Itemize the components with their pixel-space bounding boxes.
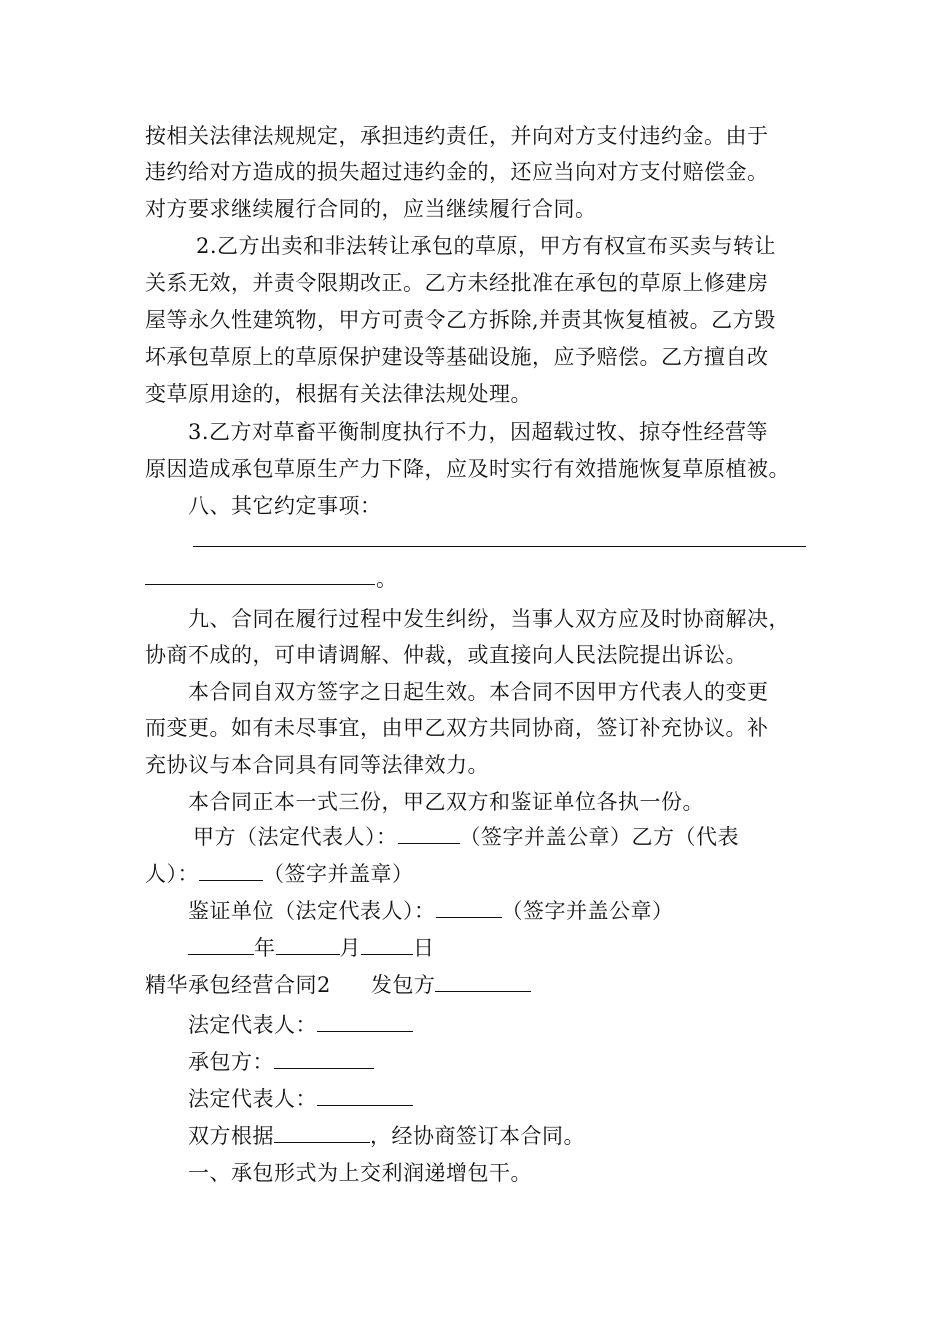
signature-line-party-a (193, 823, 739, 851)
day-blank (361, 934, 413, 955)
certifier-line (188, 897, 674, 925)
date-line (188, 934, 435, 962)
paragraph-line: 关系无效，并责令限期改正。乙方未经批准在承包的草原上修建房 (145, 271, 769, 295)
period: 。 (376, 567, 398, 591)
paragraph-line: 2.乙方出卖和非法转让承包的草原，甲方有权宣布买卖与转让 (196, 234, 777, 258)
signature-line-party-b (145, 860, 414, 888)
paragraph-line: 违约给对方造成的损失超过违约金的，还应当向对方支付赔偿金。 (145, 160, 769, 184)
party-b-note: （签字并盖章） (263, 862, 414, 886)
paragraph-line: 而变更。如有未尽事宜，由甲乙双方共同协商，签订补充协议。补 (145, 716, 769, 740)
paragraph-line: 本合同正本一式三份，甲乙双方和鉴证单位各执一份。 (188, 790, 704, 814)
paragraph-line: 按相关法律法规规定，承担违约责任，并向对方支付违约金。由于 (145, 124, 769, 148)
party-a-label: 甲方（法定代表人）： (193, 825, 398, 849)
year-blank (188, 934, 254, 955)
month-blank (276, 934, 340, 955)
issuer-blank (435, 971, 531, 992)
representative-line (188, 1085, 413, 1113)
paragraph-line: 对方要求继续履行合同的，应当继续履行合同。 (145, 197, 597, 221)
signature-blank (199, 860, 263, 881)
paragraph-line: 本合同自双方签字之日起生效。本合同不因甲方代表人的变更 (188, 680, 769, 704)
issuer-label: 发包方 (370, 973, 436, 997)
representative-blank (317, 1085, 413, 1106)
section-heading: 八、其它约定事项： (188, 494, 382, 518)
basis-line (188, 1122, 585, 1150)
clause-line: 一、承包形式为上交利润递增包干。 (188, 1161, 532, 1185)
contractor-label: 承包方： (188, 1050, 274, 1074)
fill-in-blank-line (193, 546, 806, 547)
basis-suffix: ，经协商签订本合同。 (370, 1124, 585, 1148)
contractor-line (188, 1048, 374, 1076)
year-label: 年 (254, 936, 276, 960)
contract-title-line (145, 971, 531, 999)
signature-blank (398, 823, 460, 844)
party-a-note: （签字并盖公章）乙方（代表 (459, 825, 739, 849)
certifier-label: 鉴证单位（法定代表人）： (188, 899, 436, 923)
representative-line (188, 1011, 413, 1039)
basis-prefix: 双方根据 (188, 1124, 274, 1148)
month-label: 月 (339, 936, 361, 960)
certifier-note: （签字并盖公章） (501, 899, 674, 923)
contractor-blank (274, 1048, 374, 1069)
paragraph-line: 屋等永久性建筑物，甲方可责令乙方拆除,并责其恢复植被。乙方毁 (145, 308, 776, 332)
representative-label: 法定代表人： (188, 1087, 317, 1111)
basis-blank (274, 1122, 370, 1143)
paragraph-line: 坏承包草原上的草原保护建设等基础设施，应予赔偿。乙方擅自改 (145, 345, 769, 369)
paragraph-line: 原因造成承包草原生产力下降，应及时实行有效措施恢复草原植被。 (145, 457, 790, 481)
day-label: 日 (413, 936, 435, 960)
paragraph-line: 3.乙方对草畜平衡制度执行不力，因超载过牧、掠夺性经营等 (188, 420, 769, 444)
fill-in-blank-line (145, 584, 375, 585)
paragraph-line: 协商不成的，可申请调解、仲裁，或直接向人民法院提出诉讼。 (145, 643, 747, 667)
representative-blank (317, 1011, 413, 1032)
party-b-label: 人）： (145, 862, 199, 886)
signature-blank (436, 897, 502, 918)
paragraph-line: 变草原用途的，根据有关法律法规处理。 (145, 382, 532, 406)
representative-label: 法定代表人： (188, 1013, 317, 1037)
paragraph-line: 九、合同在履行过程中发生纠纷，当事人双方应及时协商解决， (188, 607, 790, 631)
paragraph-line: 充协议与本合同具有同等法律效力。 (145, 753, 489, 777)
contract-title: 精华承包经营合同2 (145, 973, 331, 997)
